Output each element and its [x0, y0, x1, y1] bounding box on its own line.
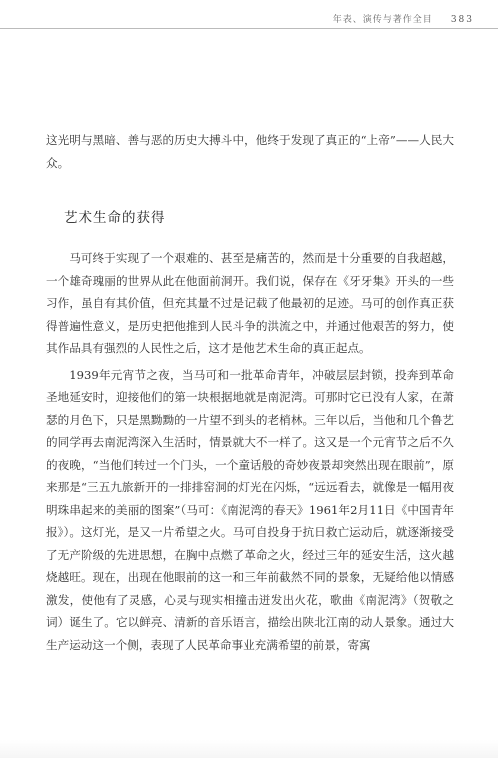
- section-title: 艺术生命的获得: [64, 210, 166, 226]
- page-number: 383: [450, 15, 474, 25]
- paragraph: 1939年元宵节之夜，当马可和一批革命青年，冲破层层封锁，投奔到革命圣地延安时，迎接他们的第一块根据地就是南泥湾。可那时它已没有人家，在萧瑟的月色下，只是黑黝黝的一片望不到头的老梢林。三年以后，当他和几个鲁艺的同学再去南泥湾深入生活时，情景就大不一样了。这又是一个元宵节之后不久的夜晚，“当他们转过一个门头，一个童话般的奇妙夜景却突然出现在眼前”，原来那是“三五九旅新开的一排排窑洞的灯光在闪烁，“远远看去，就像是一幅用夜明珠串起来的美丽的图案”（马可：《南泥湾的春天》1961年2月11日《中国青年报》）。这灯光，是又一片希望之火。马可自投身于抗日救亡运动后，就逐渐接受了无产阶级的先进思想，在胸中点燃了革命之火，经过三年的延安生活，这火越烧越旺。现在，出现在他眼前的这一和三年前截然不同的景象，无疑给他以情感激发，使他有了灵感，心灵与现实相撞击迸发出火花，歌曲《南泥湾》（贺敬之词）诞生了。它以鲜亮、清新的音乐语言，描绘出陕北江南的动人景象。通过大生产运动这一个侧，表现了人民革命事业充满希望的前景，寄寓: [46, 367, 454, 652]
- body-text: [46, 247, 454, 656]
- carryover-paragraph: 这光明与黑暗、善与恶的历史大搏斗中，他终于发现了真正的“上帝”——人民大众。: [46, 133, 454, 170]
- header-rule: [0, 28, 498, 29]
- running-title: 年表、演传与著作全目: [332, 15, 433, 25]
- running-header: [333, 12, 474, 25]
- paragraph: 马可终于实现了一个艰难的、甚至是痛苦的，然而是十分重要的自我超越，一个雄奇瑰丽的世界从此在他面前洞开。我们说，保存在《牙牙集》开头的一些习作，虽自有其价值，但充其量不过是记载了他最初的足迹。马可的创作真正获得普遍性意义，是历史把他推到人民斗争的洪流之中，并通过他艰苦的努力，使其作品具有强烈的人民性之后，这才是他艺术生命的真正起点。: [46, 251, 454, 355]
- page-edge-shadow: [0, 740, 498, 758]
